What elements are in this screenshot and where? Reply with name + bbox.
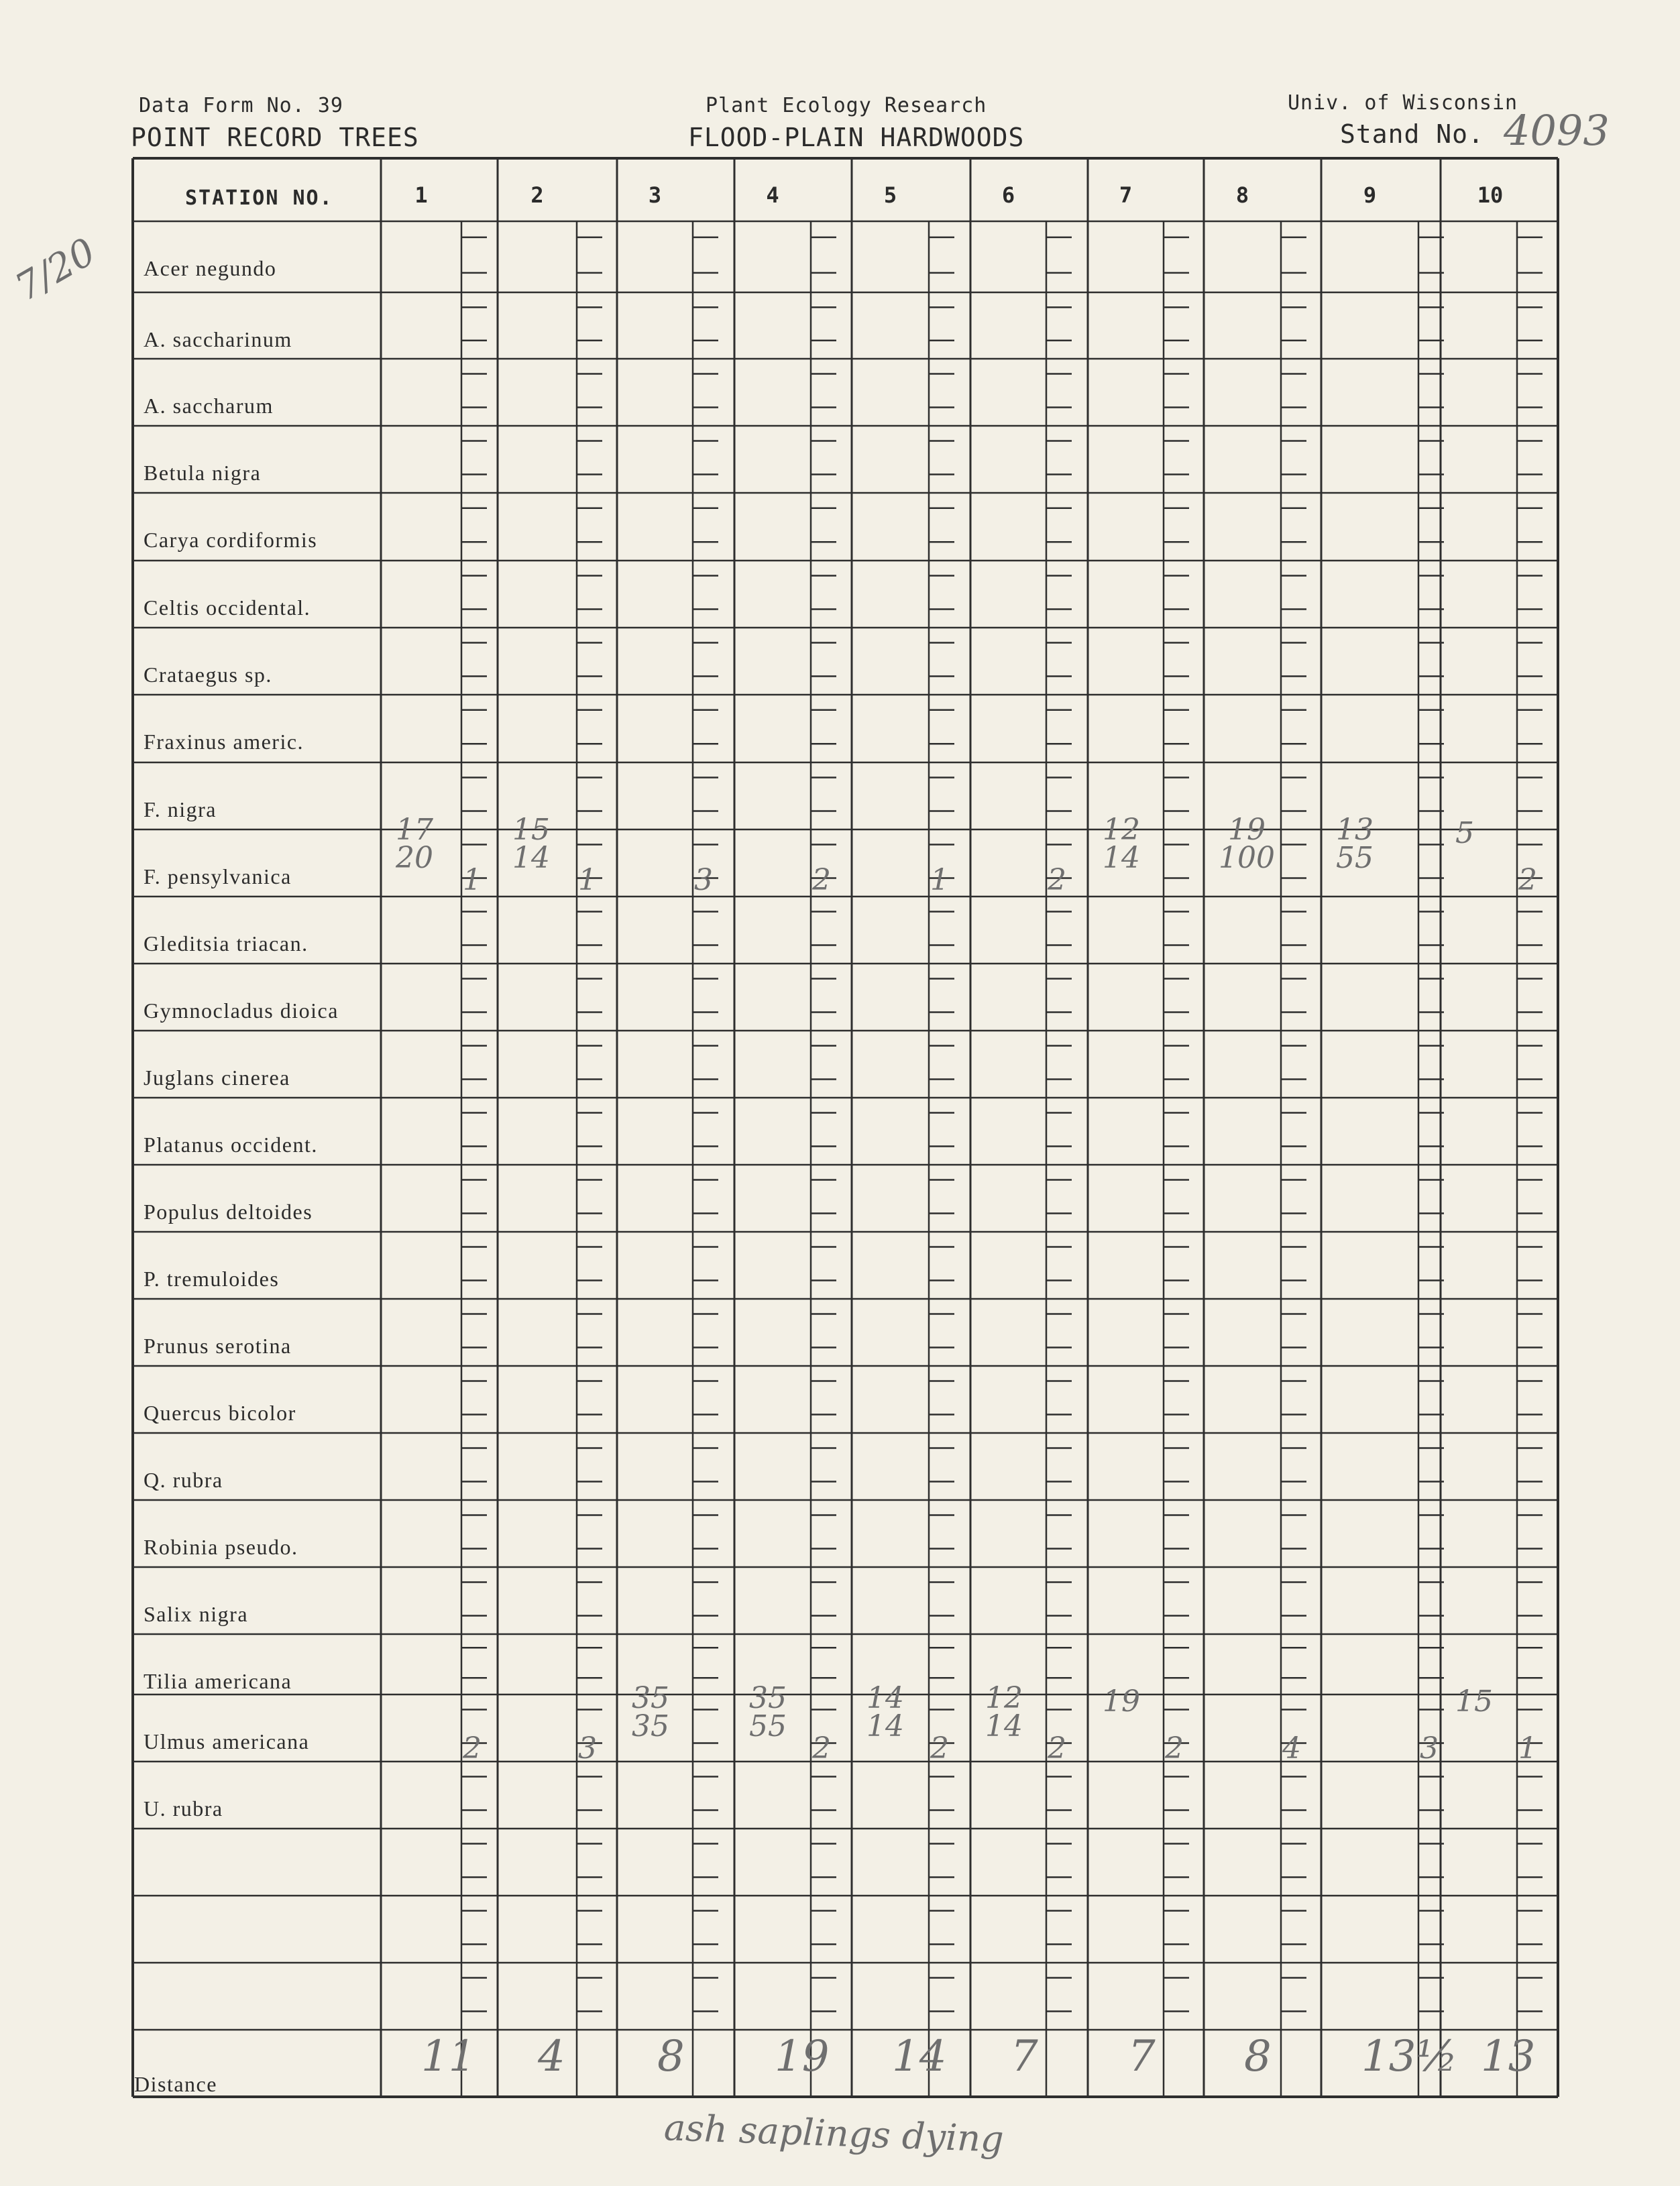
station-number-2: 2: [530, 182, 544, 208]
ulmus-dbh-station-5[interactable]: 14 14: [866, 1681, 904, 1743]
station-number-7: 7: [1119, 182, 1133, 208]
station-number-3: 3: [648, 182, 662, 208]
station-number-1: 1: [414, 182, 428, 208]
station-number-8: 8: [1235, 182, 1249, 208]
species-label: Gymnocladus dioica: [144, 998, 339, 1023]
ulmus-count-station-2[interactable]: 3: [578, 1731, 597, 1766]
fpen-dbh-station-10[interactable]: 5: [1455, 816, 1474, 850]
species-label: Prunus serotina: [144, 1334, 292, 1358]
species-label: Populus deltoides: [144, 1200, 313, 1224]
distance-station-5[interactable]: 14: [892, 2032, 947, 2081]
station-number-10: 10: [1477, 182, 1504, 208]
distance-station-6[interactable]: 7: [1011, 2032, 1038, 2081]
fpen-dbh-station-9[interactable]: 13 55: [1336, 813, 1374, 875]
distance-station-4[interactable]: 19: [775, 2032, 830, 2081]
ulmus-dbh-station-4[interactable]: 35 55: [749, 1681, 787, 1743]
station-number-6: 6: [1001, 182, 1015, 208]
stand-label: Stand No.: [1340, 119, 1484, 149]
fpen-count-station-3[interactable]: 3: [694, 863, 713, 897]
station-header: STATION NO.: [185, 186, 333, 210]
ulmus-count-station-7[interactable]: 2: [1165, 1731, 1184, 1766]
fpen-dbh-station-8[interactable]: 19 100: [1219, 813, 1275, 875]
ulmus-count-station-8[interactable]: 4: [1282, 1731, 1301, 1766]
species-label: Ulmus americana: [144, 1729, 310, 1753]
fpen-count-station-1[interactable]: 1: [463, 863, 482, 897]
distance-station-3[interactable]: 8: [657, 2032, 685, 2081]
species-label: Acer negundo: [144, 256, 277, 280]
species-label: Quercus bicolor: [144, 1401, 296, 1425]
fpen-count-station-2[interactable]: 1: [578, 863, 597, 897]
species-label: F. pensylvanica: [144, 864, 292, 888]
distance-station-2[interactable]: 4: [538, 2032, 565, 2081]
fpen-count-station-6[interactable]: 2: [1048, 863, 1066, 897]
ulmus-count-station-10[interactable]: 1: [1518, 1731, 1537, 1766]
margin-date-note: 7/20: [8, 229, 103, 310]
species-label: Salix nigra: [144, 1602, 249, 1626]
distance-station-1[interactable]: 11: [421, 2032, 476, 2081]
species-label: Fraxinus americ.: [144, 730, 304, 754]
fpen-dbh-station-1[interactable]: 17 20: [396, 813, 433, 875]
ulmus-count-station-9[interactable]: 3: [1420, 1731, 1439, 1766]
species-label: Gleditsia triacan.: [144, 931, 309, 956]
species-label: Betula nigra: [144, 461, 262, 485]
ulmus-count-station-1[interactable]: 2: [463, 1731, 482, 1766]
species-label: Celtis occidental.: [144, 595, 311, 620]
species-label: F. nigra: [144, 797, 217, 821]
distance-label: Distance: [134, 2072, 217, 2096]
species-label: U. rubra: [144, 1796, 223, 1821]
distance-station-8[interactable]: 8: [1244, 2032, 1272, 2081]
species-label: Robinia pseudo.: [144, 1535, 298, 1559]
distance-station-7[interactable]: 7: [1128, 2032, 1156, 2081]
species-label: Tilia americana: [144, 1669, 292, 1693]
ulmus-dbh-station-3[interactable]: 35 35: [632, 1681, 669, 1743]
ulmus-dbh-station-6[interactable]: 12 14: [985, 1681, 1023, 1743]
footnote: ash saplings dying: [663, 2106, 1005, 2161]
stand-number[interactable]: 4093: [1504, 106, 1610, 155]
species-label: Q. rubra: [144, 1468, 223, 1492]
form-title: POINT RECORD TREES: [131, 123, 419, 152]
station-number-9: 9: [1363, 182, 1377, 208]
form-number: Data Form No. 39: [139, 94, 343, 117]
station-number-5: 5: [883, 182, 897, 208]
species-label: A. saccharum: [144, 394, 274, 418]
fpen-dbh-station-7[interactable]: 12 14: [1103, 813, 1140, 875]
species-label: P. tremuloides: [144, 1267, 280, 1291]
organization: Plant Ecology Research: [706, 94, 987, 117]
species-label: A. saccharinum: [144, 327, 292, 351]
university: Univ. of Wisconsin: [1288, 91, 1518, 115]
ulmus-count-station-6[interactable]: 2: [1048, 1731, 1066, 1766]
ulmus-dbh-station-7[interactable]: 19: [1103, 1684, 1140, 1719]
ulmus-dbh-station-10[interactable]: 15: [1455, 1684, 1493, 1719]
ulmus-count-station-4[interactable]: 2: [812, 1731, 831, 1766]
station-number-4: 4: [766, 182, 779, 208]
fpen-count-station-10[interactable]: 2: [1518, 863, 1537, 897]
distance-station-9[interactable]: 13½: [1361, 2032, 1458, 2081]
species-label: Juglans cinerea: [144, 1066, 290, 1090]
ulmus-count-station-5[interactable]: 2: [930, 1731, 949, 1766]
species-label: Platanus occident.: [144, 1133, 318, 1157]
distance-station-10[interactable]: 13: [1481, 2032, 1536, 2081]
form-subtitle: FLOOD-PLAIN HARDWOODS: [688, 123, 1025, 152]
fpen-count-station-4[interactable]: 2: [812, 863, 831, 897]
fpen-dbh-station-2[interactable]: 15 14: [512, 813, 550, 875]
species-label: Carya cordiformis: [144, 528, 318, 552]
species-label: Crataegus sp.: [144, 663, 272, 687]
fpen-count-station-5[interactable]: 1: [930, 863, 949, 897]
